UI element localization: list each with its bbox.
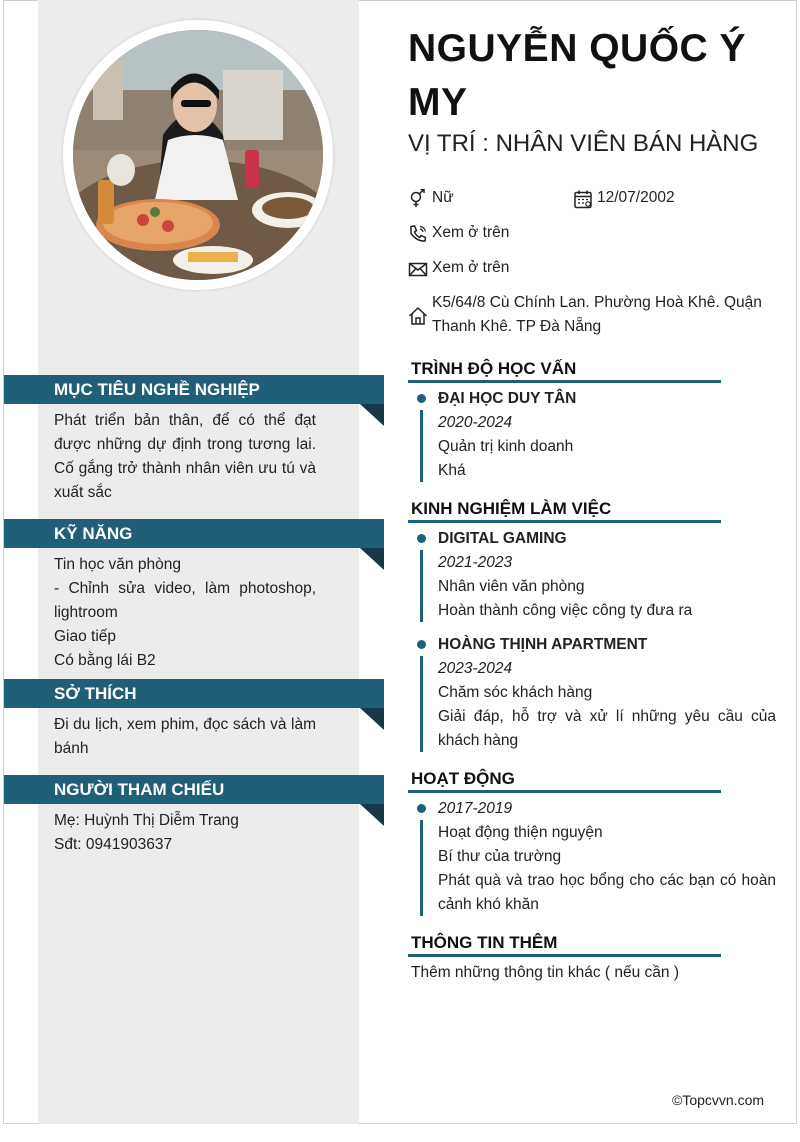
timeline-dot <box>417 534 426 543</box>
education-grade: Khá <box>438 462 466 479</box>
phone-info <box>408 221 768 245</box>
activity-role: Bí thư của trường <box>438 848 562 865</box>
banner-fold <box>360 804 384 826</box>
additional-header: THÔNG TIN THÊM <box>411 933 558 952</box>
section-rule <box>408 954 721 957</box>
activities-header: HOẠT ĐỘNG <box>411 769 515 788</box>
job-role: Chăm sóc khách hàng <box>438 684 593 701</box>
education-major: Quản trị kinh doanh <box>438 438 574 455</box>
gender-icon <box>408 189 428 209</box>
job-company: HOÀNG THỊNH APARTMENT <box>438 636 648 653</box>
timeline-line <box>420 656 423 752</box>
gender-value: Nữ <box>432 189 454 206</box>
timeline-dot <box>417 804 426 813</box>
hobbies-text: Đi du lịch, xem phim, đọc sách và làm bánh <box>54 716 316 757</box>
calendar-icon <box>573 189 593 209</box>
activity-years: 2017-2019 <box>438 800 513 817</box>
email-value: Xem ở trên <box>432 259 510 276</box>
candidate-name: NGUYỄN QUỐC Ý MY <box>408 27 747 124</box>
education-header: TRÌNH ĐỘ HỌC VẤN <box>411 359 577 378</box>
skill-item: Giao tiếp <box>54 628 117 645</box>
gender-info <box>408 186 568 210</box>
skills-list <box>54 553 316 673</box>
timeline-line <box>420 410 423 482</box>
avatar <box>73 30 323 280</box>
address-value: K5/64/8 Cù Chính Lan. Phường Hoà Khê. Quận Thanh Khê. TP Đà Nẵng <box>432 294 762 335</box>
phone-icon <box>408 224 428 244</box>
job-years: 2023-2024 <box>438 660 513 677</box>
objective-header: MỤC TIÊU NGHỀ NGHIỆP <box>4 375 384 404</box>
activity-name: Hoạt động thiện nguyện <box>438 824 603 841</box>
skill-item: Có bằng lái B2 <box>54 652 156 669</box>
reference-item: Sđt: 0941903637 <box>54 836 173 853</box>
references-header: NGƯỜI THAM CHIẾU <box>4 775 384 804</box>
job-description: Hoàn thành công việc công ty đưa ra <box>438 602 693 619</box>
job-years: 2021-2023 <box>438 554 513 571</box>
birthday-info <box>573 186 773 210</box>
home-icon <box>408 306 428 326</box>
section-rule <box>408 790 721 793</box>
section-rule <box>408 380 721 383</box>
additional-text: Thêm những thông tin khác ( nếu cần ) <box>411 964 680 981</box>
timeline-dot <box>417 640 426 649</box>
phone-value: Xem ở trên <box>432 224 510 241</box>
skills-header: KỸ NĂNG <box>4 519 384 548</box>
timeline-line <box>420 820 423 916</box>
section-rule <box>408 520 721 523</box>
job-company: DIGITAL GAMING <box>438 530 567 547</box>
banner-fold <box>360 708 384 730</box>
skill-item: Tin học văn phòng <box>54 556 181 573</box>
experience-header: KINH NGHIỆM LÀM VIỆC <box>411 499 612 518</box>
timeline-line <box>420 550 423 622</box>
objective-text: Phát triển bản thân, để có thể đạt được những dự định trong tương lai. Cố gắng trở thành nhân viên ưu tú và xuất sắc <box>54 412 316 501</box>
hobbies-header: SỞ THÍCH <box>4 679 384 708</box>
reference-item: Mẹ: Huỳnh Thị Diễm Trang <box>54 812 239 829</box>
job-position: VỊ TRÍ : NHÂN VIÊN BÁN HÀNG <box>408 130 759 157</box>
birthday-value: 12/07/2002 <box>597 189 675 206</box>
job-description: Giải đáp, hỗ trợ và xử lí những yêu cầu của khách hàng <box>438 708 776 749</box>
copyright-text: ©Topcvvn.com <box>672 1092 765 1108</box>
mail-icon <box>408 259 428 279</box>
banner-fold <box>360 548 384 570</box>
education-years: 2020-2024 <box>438 414 513 431</box>
school-name: ĐẠI HỌC DUY TÂN <box>438 390 577 407</box>
email-info <box>408 256 768 280</box>
job-role: Nhân viên văn phòng <box>438 578 585 595</box>
timeline-dot <box>417 394 426 403</box>
address-info <box>408 291 778 339</box>
banner-fold <box>360 404 384 426</box>
activity-description: Phát quà và trao học bổng cho các bạn có hoàn cảnh khó khăn <box>438 872 776 913</box>
references-list <box>54 809 316 857</box>
skill-item: - Chỉnh sửa video, làm photoshop, lightroom <box>54 580 316 621</box>
